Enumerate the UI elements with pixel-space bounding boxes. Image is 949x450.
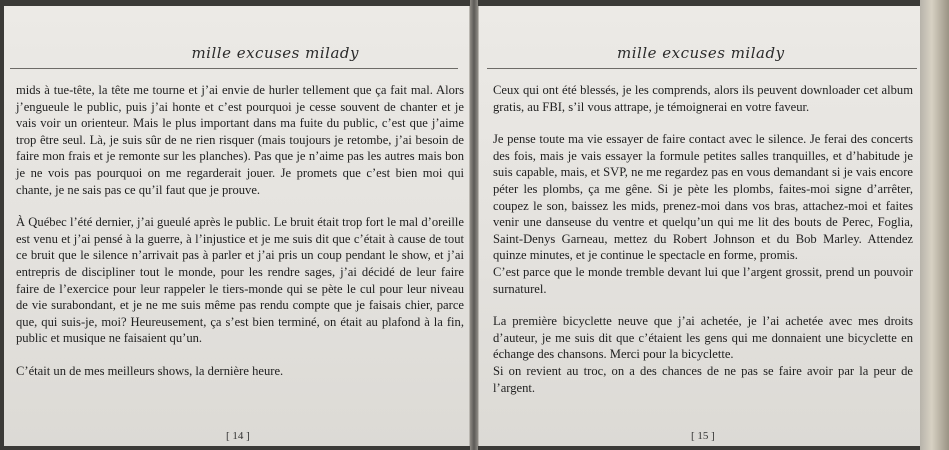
paragraph: À Québec l’été dernier, j’ai gueulé après le public. Le bruit était trop fort le mal d’oreille est venu et j’ai pensé à la guerre, à l’injustice et je me suis dit que c’était à cause de tout ce bruit que le silence n’arrivait pas à parler et j’ai pris un coup pendant le show, et j’ai entrepris de discipliner tout le monde, pour les rendre sages, j’ai décidé de leur faire faire de l’exercice pour leur rappeler le tiers-monde qui se pète le cul pour leur niveau de vie surabondant, et je ne me suis même pas rendu compte que je faisais chier, parce que, qui suis-je, moi? Heureusement, ça s’est bien terminé, on était au plafond à la fin, public et musique ne faisaient qu’un. <box>16 215 464 346</box>
paragraph: C’était un de mes meilleurs shows, la dernière heure. <box>16 363 284 378</box>
paragraph: mids à tue-tête, la tête me tourne et j’ai envie de hurler tellement que ça fait mal. Alors j’engueule le public, puis j’ai honte et c’est pourquoi je cesse souvent de chanter et je vais voir un orienteur. Mais le plus important dans ma fuite du public, c’est que j’aime trop être seul. Là, je suis sûr de ne rien risquer (mais toujours je retombe, j’ai besoin de faire mon frais et je remonte sur les planches). Pas que je n’aime pas les autres mais bon je ne vois pas pourquoi on me regarderait jouer. Je promets que c’est bien moi qui chante, je ne sais pas ce qu’il faut que je prouve. <box>16 83 464 197</box>
left-page <box>4 6 470 446</box>
page-number: [ 15 ] <box>691 430 715 442</box>
running-header: mille excuses milady <box>191 44 359 62</box>
page-body <box>16 82 464 380</box>
right-page <box>478 6 920 446</box>
paragraph: Ceux qui ont été blessés, je les comprends, alors ils peuvent downloader cet album gratis, au FBI, s’il vous attrape, je témoignerai en votre faveur. <box>493 83 913 114</box>
page-edge <box>920 0 949 450</box>
paragraph: Si on revient au troc, on a des chances de ne pas se faire avoir par la peur de l’argent. <box>493 363 913 395</box>
header-rule <box>487 68 917 69</box>
running-header: mille excuses milady <box>617 44 785 62</box>
paragraph: C’est parce que le monde tremble devant lui que l’argent grossit, prend un pouvoir surnaturel. <box>493 264 913 296</box>
header-rule <box>10 68 458 69</box>
paragraph: La première bicyclette neuve que j’ai achetée, je l’ai achetée avec mes droits d’auteur, je me suis dit que c’étaient les gens qui me donnaient une bicyclette en échange des chansons. Merci pour la bicyclette. <box>493 314 913 362</box>
paragraph: Je pense toute ma vie essayer de faire contact avec le silence. Je ferai des concerts des fois, mais je vais essayer la formule petites salles tranquilles, et d’habitude je suis capable, mais, et SVP, ne me regardez pas en vous demandant si je vais encore péter les plombs, ça me gêne. Si je pète les plombs, faites-moi signe d’arrêter, coupez le son, baissez les mids, prenez-moi dans vos bras, attachez-moi et faites venir une danseuse du ventre et quelqu’un qui me lit des bouts de Perec, Foglia, Saint-Denys Garneau, mettez du Robert Johnson et du Bob Marley. Attendez quinze minutes, et je continue le spectacle en forme, promis. <box>493 132 913 263</box>
page-number: [ 14 ] <box>226 430 250 442</box>
book-gutter <box>470 0 478 450</box>
page-body <box>493 82 913 396</box>
